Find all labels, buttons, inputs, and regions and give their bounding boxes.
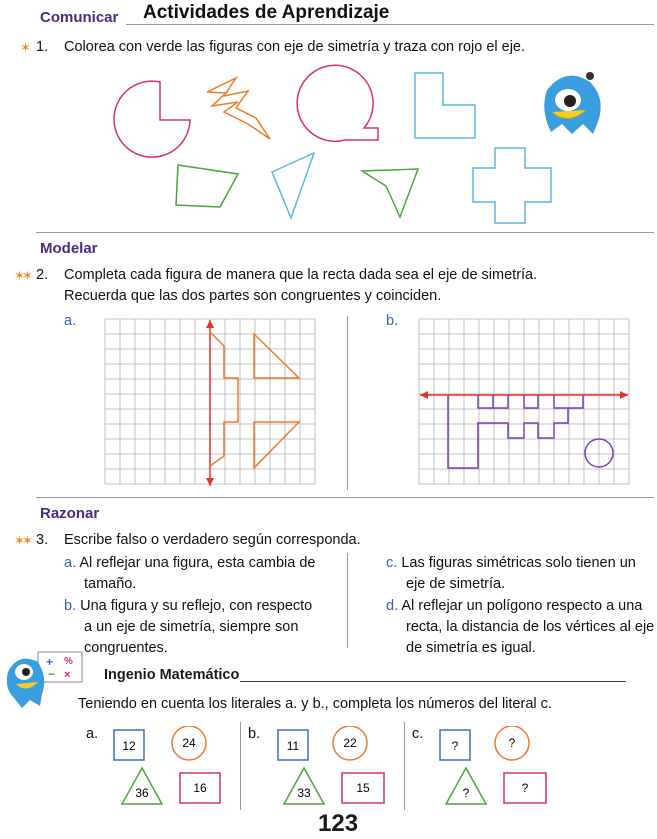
ingenio-instruction: Teniendo en cuenta los literales a. y b., completa los números del literal c. [78,696,552,712]
section-rule [36,232,654,233]
section-razonar: Razonar [40,505,100,522]
page-title: Actividades de Aprendizaje [143,2,390,23]
q1-figures [0,60,657,230]
group-c-rect: ? [521,781,529,795]
item-letter: d. [386,598,399,614]
section-modelar: Modelar [40,240,98,257]
ingenio-rule [240,681,626,682]
star-icon: ✶✶ [14,268,30,283]
figure-sector [114,81,190,157]
item-letter: a. [64,555,77,571]
svg-text:+: + [46,655,54,669]
group-c-square: ? [451,739,459,753]
svg-text:%: % [64,656,73,667]
ingenio-title: Ingenio Matemático [104,667,240,683]
group-c-shapes [436,726,566,810]
group-b-triangle: 33 [297,786,311,800]
q1-text: Colorea con verde las figuras con eje de simetría y traza con rojo el eje. [64,39,526,55]
figure-trapezoid [176,165,238,207]
q3-item-c: c. Las figuras simétricas solo tienen un eje de simetría. [386,555,636,592]
page-number: 123 [318,810,359,837]
svg-text:−: − [48,667,56,681]
figure-l-shape [415,73,475,138]
q3-item-a: a. Al reflejar una figura, esta cambia de tamaño. [64,555,316,592]
star-icon: ✶✶ [14,533,30,548]
q3-text: Escribe falso o verdadero según corresponda. [64,532,361,548]
q2-line2: Recuerda que las dos partes son congruentes y coinciden. [64,288,442,304]
group-b-square: 11 [286,739,300,753]
group-a-circle: 24 [182,736,196,750]
q2-label-a: a. [64,313,77,329]
ingenio-divider [240,722,241,810]
group-a-label: a. [86,726,99,742]
group-c-triangle: ? [462,786,470,800]
group-b-rect: 15 [356,781,370,795]
section-comunicar: Comunicar [40,9,119,26]
item-letter: c. [386,555,398,571]
star-icon: ✶ [20,40,28,55]
section-rule [36,497,654,498]
header-rule [126,24,654,25]
mascot-icon [544,72,600,134]
group-a-rect: 16 [193,781,207,795]
q3-item-d: d. Al reflejar un polígono respecto a una recta, la distancia de los vértices al eje de simetría es igual. [386,598,655,656]
figure-triangle [272,153,314,218]
group-c-label: c. [412,726,424,742]
group-a-shapes [110,726,240,810]
group-a-square: 12 [122,739,136,753]
group-a-triangle: 36 [135,786,149,800]
group-b-label: b. [248,726,261,742]
grid-b [418,318,630,488]
ingenio-divider [404,722,405,810]
grid-a [104,318,316,488]
q3-item-b: b. Una figura y su reflejo, con respecto a un eje de simetría, siempre son congruentes. [64,598,313,656]
q1-number: 1. [36,39,49,55]
figure-cross [473,148,551,223]
group-b-circle: 22 [343,736,357,750]
group-c-circle: ? [508,736,516,750]
q2-number: 2. [36,267,49,283]
figure-lightning [207,78,270,139]
figure-arrow [362,169,418,217]
q2-label-b: b. [386,313,399,329]
q3-number: 3. [36,532,49,548]
group-b-shapes [274,726,404,810]
figure-circle-tab [297,65,378,141]
q2-line1: Completa cada figura de manera que la recta dada sea el eje de simetría. [64,267,538,283]
q3-divider [347,553,348,648]
q2-divider [347,316,348,490]
svg-text:×: × [64,669,71,681]
item-letter: b. [64,598,77,614]
